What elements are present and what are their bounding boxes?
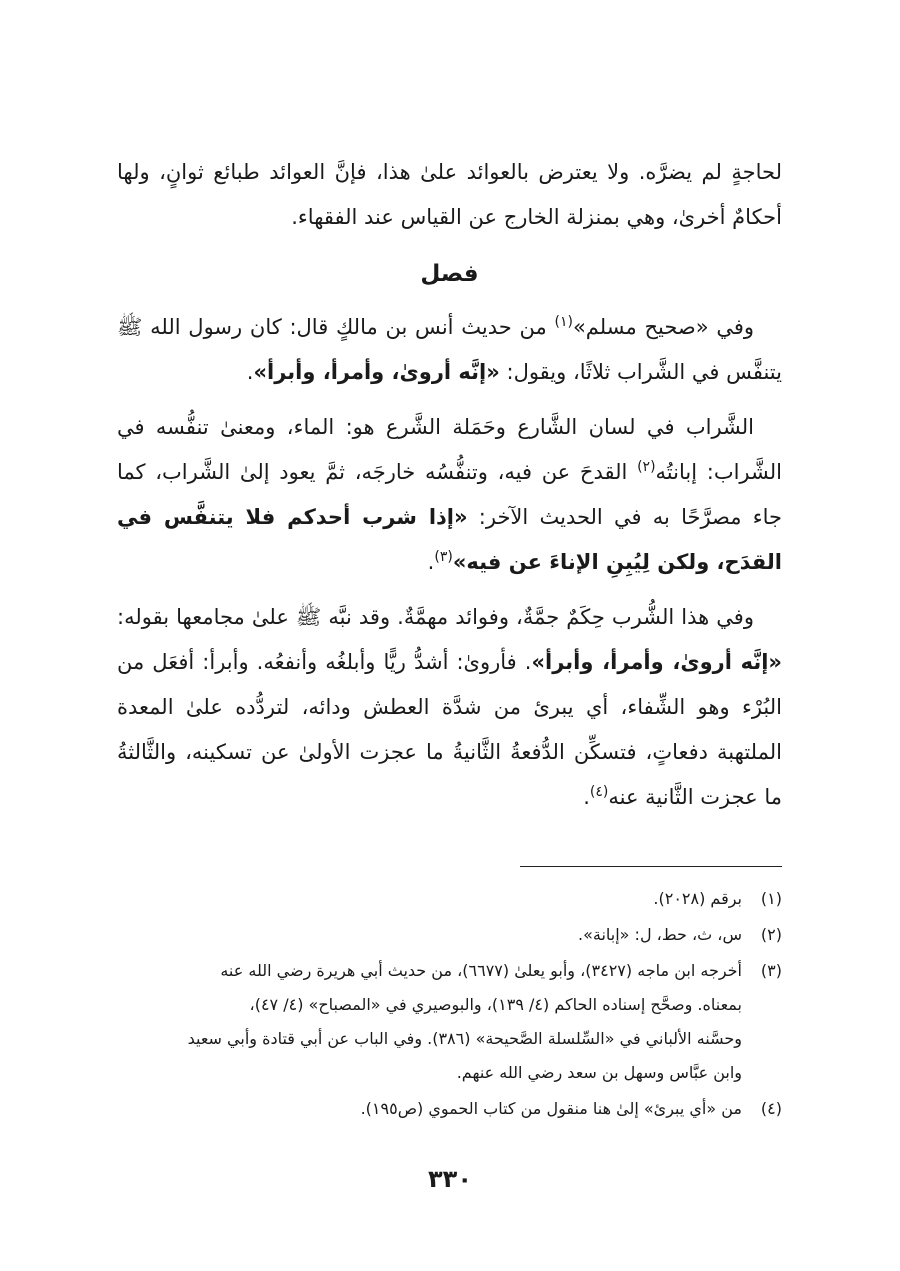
paragraph-3-text-b: القدحَ عن فيه، وتنفُّسُه خارجَه، ثمَّ يعود إلىٰ الشَّراب، كما جاء مصرَّحًا به في الحديث الآخر: — [117, 460, 783, 529]
footnote-2 — [117, 918, 782, 952]
footnote-line: بمعناه. وصحَّح إسناده الحاكم (٤/ ١٣٩)، والبوصيري في «المصباح» (٤/ ٤٧)، — [249, 995, 742, 1014]
footnote-text — [117, 954, 742, 1090]
footnote-ref-3[interactable]: (٣) — [434, 549, 453, 565]
spacer — [117, 395, 782, 405]
footnote-ref-4[interactable]: (٤) — [589, 784, 609, 800]
footnote-text — [117, 918, 742, 952]
paragraph-4 — [117, 595, 782, 820]
paragraph-4-text-c: . — [583, 785, 590, 809]
footnote-number: (١) — [760, 889, 782, 908]
footnote-line: وحسَّنه الألباني في «السِّلسلة الصَّحيحة» (٣٨٦). وفي الباب عن أبي قتادة وأبي سعيد — [187, 1029, 742, 1048]
footnotes — [117, 880, 782, 1128]
paragraph-3 — [117, 405, 782, 585]
paragraph-2 — [117, 305, 782, 395]
hadith-quote-1: «إنَّه أروىٰ، وأمرأ، وأبرأ» — [253, 360, 500, 384]
page-number: ٣٣٠ — [428, 1165, 472, 1193]
hadith-quote-2: «إذا شرب أحدكم فلا يتنفَّس في القدَح، ولكن لِيُبِنِ الإناءَ عن فيه» — [117, 505, 782, 574]
paragraph-1-text: لحاجةٍ لم يضرَّه. ولا يعترض بالعوائد علىٰ هذا، فإنَّ العوائد طبائع ثوانٍ، ولها أحكامٌ أخرىٰ، وهي بمنزلة الخارج عن القياس عند الفقهاء. — [117, 160, 782, 229]
main-text — [117, 150, 782, 820]
paragraph-3-text-a: الشَّراب في لسان الشَّارع وحَمَلة الشَّرع هو: الماء، ومعنىٰ تنفُّسه في الشَّراب: إبانتُه — [117, 415, 782, 484]
paragraph-4-text-b: . فأروىٰ: أشدُّ ريًّا وأبلغُه وأنفعُه. وأبرأ: أفعَل من البُرْء وهو الشِّفاء، أي يبرئ من شدَّة العطش ودائه، لتردُّده علىٰ المعدة الملتهبة دفعاتٍ، فتسكِّن الدُّفعةُ الثَّانيةُ ما عجزت الأولىٰ عن تسكينه، والثَّالثةُ ما عجزت الثَّانية عنه — [117, 650, 782, 809]
footnote-3 — [117, 954, 782, 1090]
footnote-line: أخرجه ابن ماجه (٣٤٢٧)، وأبو يعلىٰ (٦٦٧٧)، من حديث أبي هريرة رضي الله عنه — [220, 961, 742, 980]
footnote-text — [117, 882, 742, 916]
paragraph-1 — [117, 150, 782, 240]
paragraph-2-text-b: من حديث أنس بن مالكٍ قال: كان رسول الله ﷺ يتنفَّس في الشَّراب ثلاثًا، ويقول: — [117, 315, 782, 384]
footnote-ref-2[interactable]: (٢) — [637, 459, 656, 475]
footnote-line: وابن عبَّاس وسهل بن سعد رضي الله عنهم. — [456, 1063, 742, 1082]
spacer — [117, 585, 782, 595]
footnote-line: برقم (٢٠٢٨). — [653, 889, 742, 908]
footnote-number: (٣) — [760, 961, 782, 980]
paragraph-2-text-a: وفي «صحيح مسلم» — [572, 315, 755, 339]
paragraph-2-text-c: . — [246, 360, 254, 384]
footnote-number: (٤) — [760, 1099, 782, 1118]
hadith-quote-3: «إنَّه أروىٰ، وأمرأ، وأبرأ» — [531, 650, 783, 674]
footnote-line: من «أي يبرئ» إلىٰ هنا منقول من كتاب الحموي (ص١٩٥). — [360, 1099, 742, 1118]
footnote-4 — [117, 1092, 782, 1126]
footnote-number: (٢) — [760, 925, 782, 944]
footnote-separator — [520, 866, 782, 867]
footnote-1 — [117, 882, 782, 916]
footnote-line: س، ث، حط، ل: «إبانة». — [578, 925, 742, 944]
footnote-text — [117, 1092, 742, 1126]
paragraph-3-text-c: . — [427, 550, 435, 574]
section-heading: فصل — [420, 261, 479, 287]
footnote-ref-1[interactable]: (١) — [554, 314, 573, 330]
paragraph-4-text-a: وفي هذا الشُّرب حِكَمٌ جمَّةٌ، وفوائد مهمَّةٌ. وقد نبَّه ﷺ علىٰ مجامعها بقوله: — [117, 605, 754, 629]
